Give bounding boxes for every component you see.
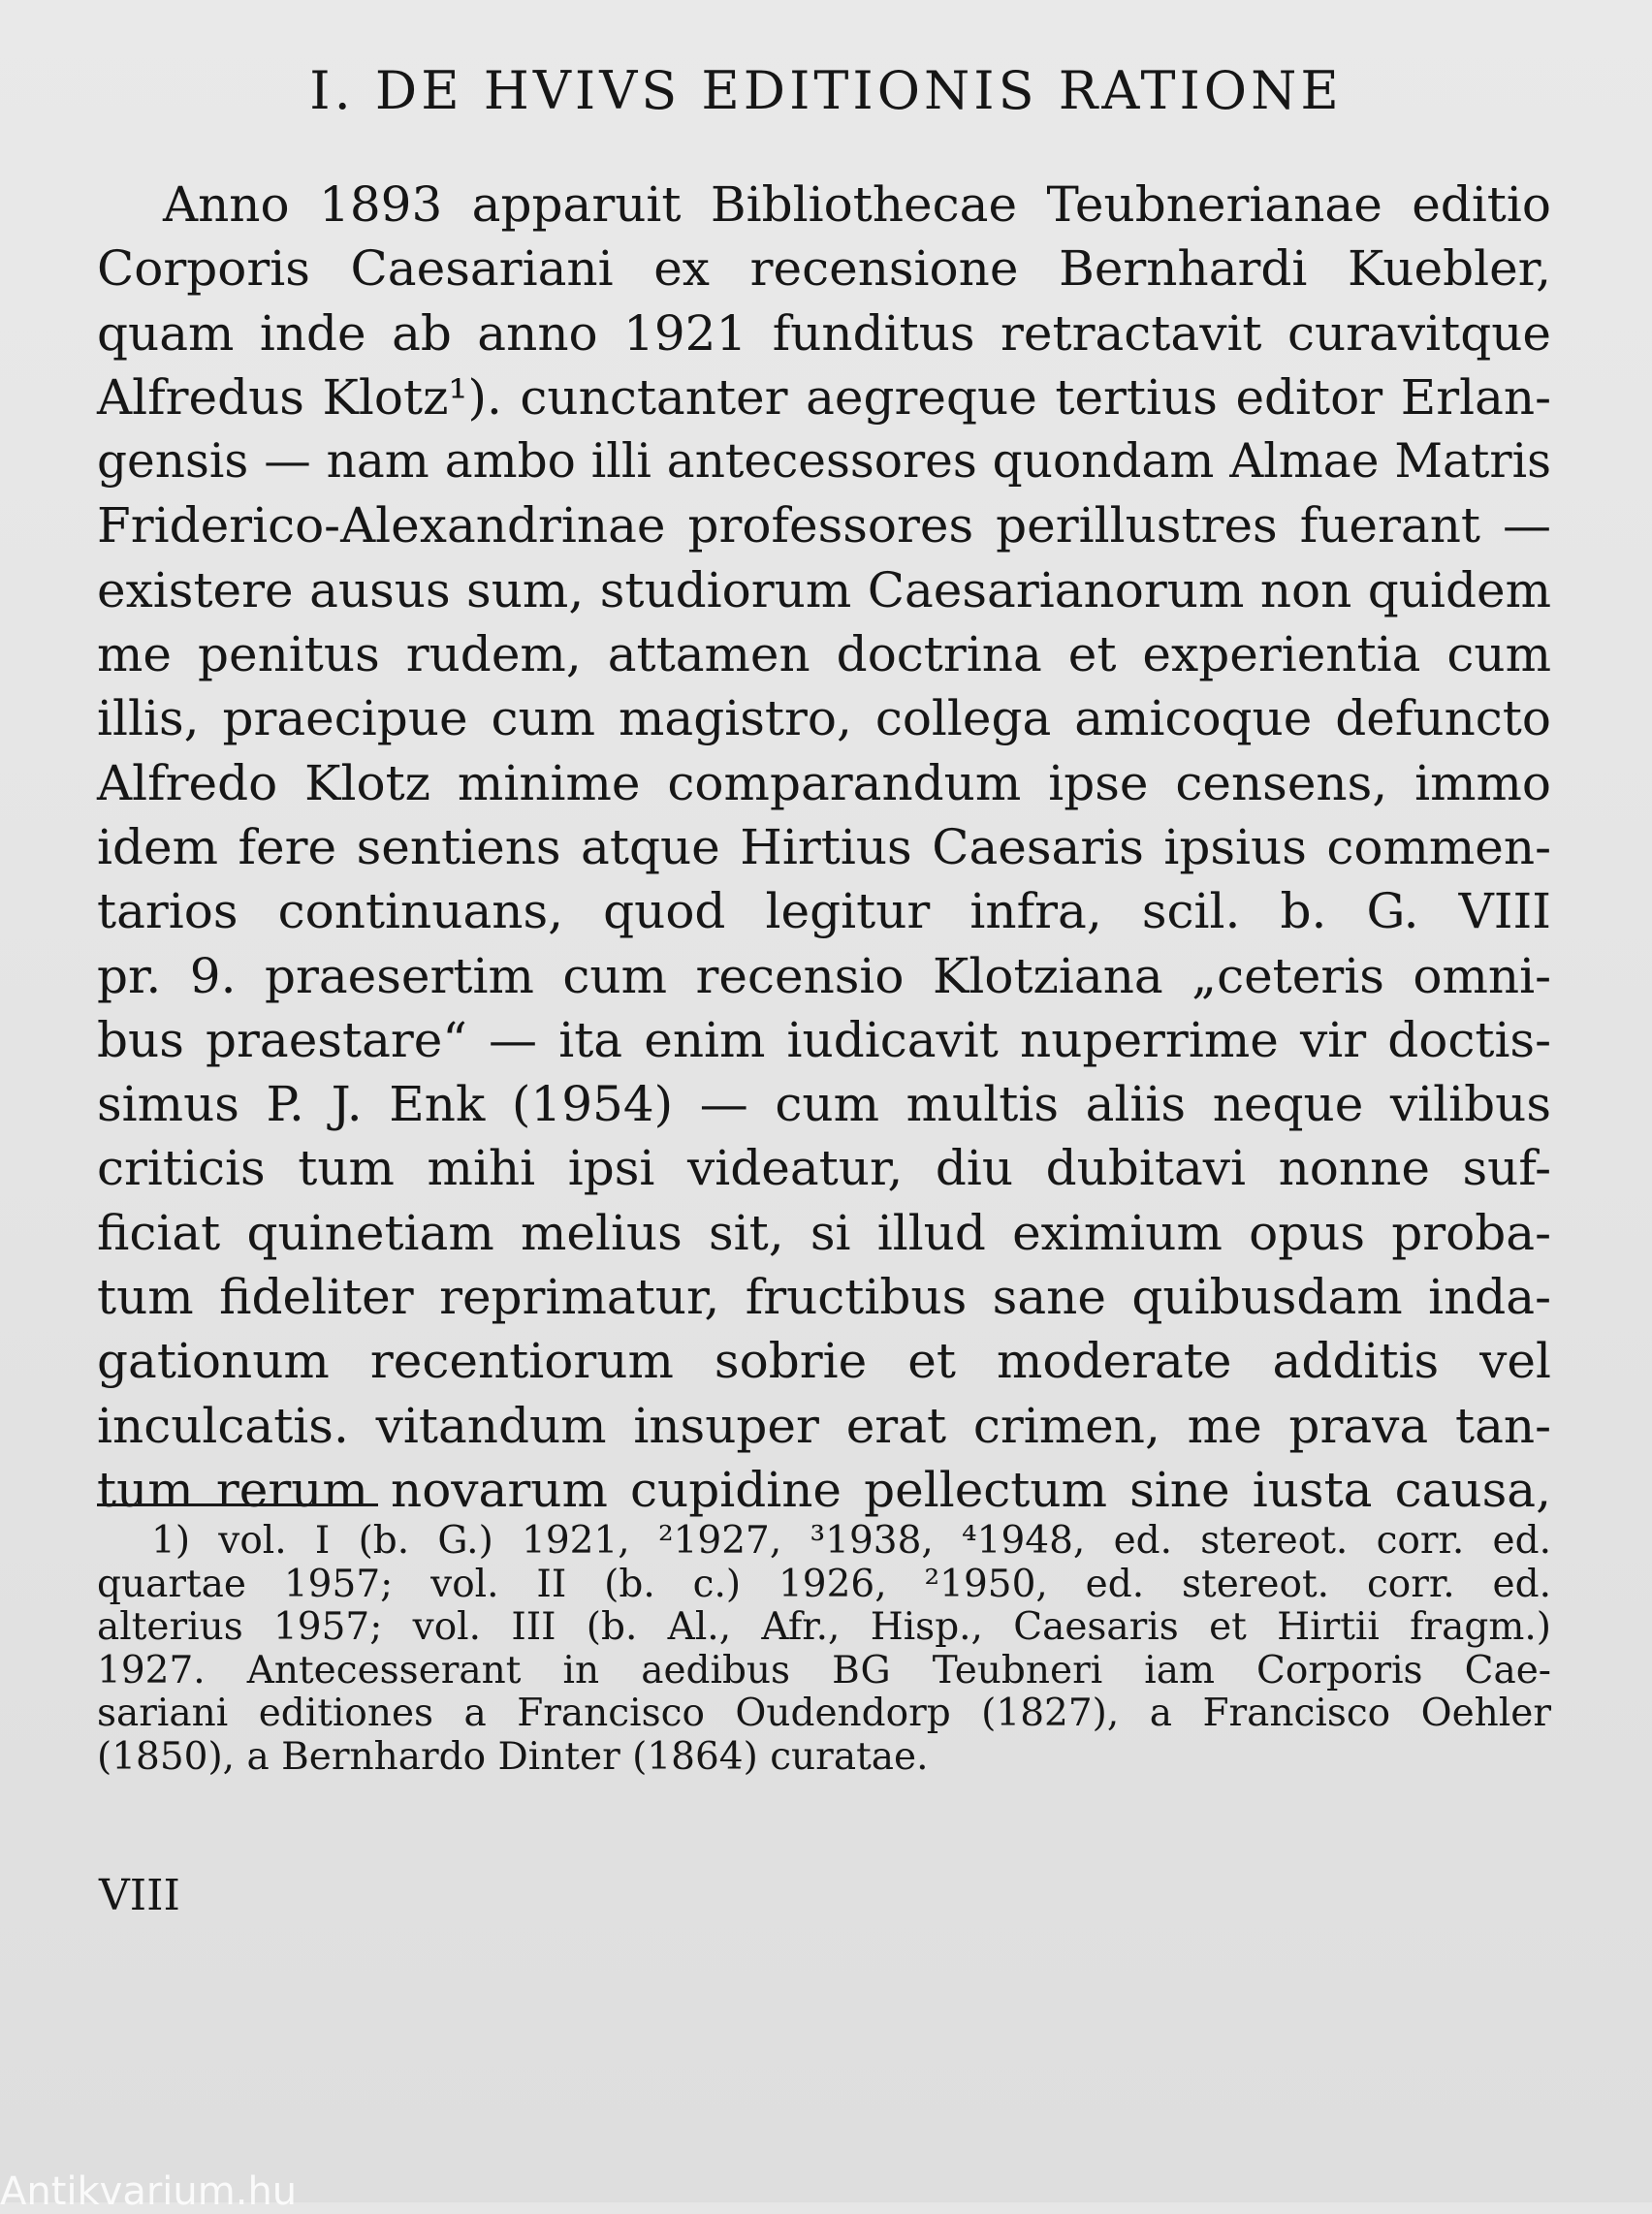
body-line: Friderico-Alexandrinae professores perillustres fuerant — — [97, 497, 1551, 554]
body-line: illis, praecipue cum magistro, collega amicoque defuncto — [97, 690, 1551, 747]
body-line: Anno 1893 apparuit Bibliothecae Teubnerianae editio — [163, 176, 1551, 233]
body-line: criticis tum mihi ipsi videatur, diu dubitavi nonne suf- — [97, 1140, 1551, 1197]
body-line: ficiat quinetiam melius sit, si illud eximium opus proba- — [97, 1204, 1551, 1261]
footnote — [97, 1520, 1551, 1779]
watermark: Antikvarium.hu — [0, 2169, 298, 2214]
section-heading: I. DE HVIVS EDITIONIS RATIONE — [309, 60, 1343, 121]
footnote-line: sariani editiones a Francisco Oudendorp (1827), a Francisco Oehler — [97, 1692, 1551, 1735]
body-paragraph — [97, 173, 1551, 1522]
footnote-line: 1) vol. I (b. G.) 1921, ²1927, ³1938, ⁴1948, ed. stereot. corr. ed. — [151, 1519, 1551, 1563]
body-line: Corporis Caesariani ex recensione Bernhardi Kuebler, — [97, 240, 1551, 298]
body-line: tum rerum novarum cupidine pellectum sine iusta causa, — [97, 1461, 1551, 1518]
footnote-line: (1850), a Bernhardo Dinter (1864) curatae. — [97, 1734, 929, 1779]
footnote-line: 1927. Antecesserant in aedibus BG Teubneri iam Corporis Cae- — [97, 1648, 1551, 1692]
footnote-line: quartae 1957; vol. II (b. c.) 1926, ²1950, ed. stereot. corr. ed. — [97, 1562, 1551, 1606]
body-line: idem fere sentiens atque Hirtius Caesaris ipsius commen- — [97, 818, 1551, 875]
body-line: me penitus rudem, attamen doctrina et experientia cum — [97, 626, 1551, 683]
footnote-line: alterius 1957; vol. III (b. Al., Afr., Hisp., Caesaris et Hirtii fragm.) — [97, 1605, 1551, 1649]
body-line: bus praestare“ — ita enim iudicavit nuperrime vir doctis- — [97, 1011, 1551, 1068]
body-line: Alfredo Klotz minime comparandum ipse censens, immo — [97, 754, 1551, 811]
body-line: Alfredus Klotz¹). cunctanter aegreque tertius editor Erlan- — [97, 368, 1551, 426]
body-line: pr. 9. praesertim cum recensio Klotziana „ceteris omni- — [97, 947, 1551, 1004]
body-line: existere ausus sum, studiorum Caesarianorum non quidem — [97, 561, 1551, 618]
body-line: gationum recentiorum sobrie et moderate additis vel — [97, 1333, 1551, 1390]
footnote-rule — [97, 1503, 378, 1506]
body-line: tum fideliter reprimatur, fructibus sane quibusdam inda- — [97, 1269, 1551, 1326]
body-line: quam inde ab anno 1921 funditus retractavit curavitque — [97, 304, 1551, 362]
body-line: tarios continuans, quod legitur infra, scil. b. G. VIII — [97, 883, 1551, 940]
body-line: simus P. J. Enk (1954) — cum multis aliis neque vilibus — [97, 1076, 1551, 1133]
body-line: gensis — nam ambo illi antecessores quondam Almae Matris — [97, 434, 1551, 490]
page-number: VIII — [99, 1871, 180, 1920]
body-line: inculcatis. vitandum insuper erat crimen, me prava tan- — [97, 1397, 1551, 1454]
